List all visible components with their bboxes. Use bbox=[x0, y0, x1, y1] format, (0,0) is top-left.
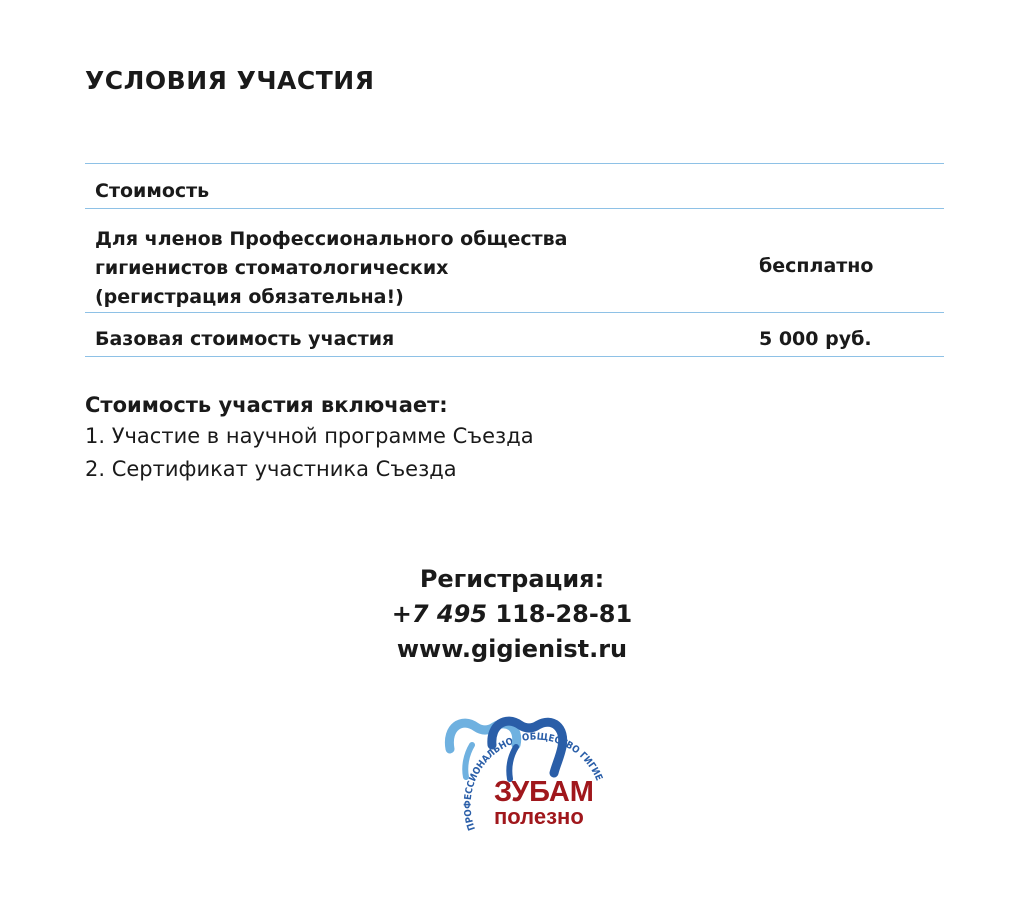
logo-word-bottom: полезно bbox=[494, 804, 584, 829]
table-header-label: Стоимость bbox=[95, 180, 210, 202]
members-label bbox=[95, 225, 568, 312]
table-header-row bbox=[85, 164, 944, 209]
includes-section bbox=[85, 393, 534, 486]
members-label-line: Для членов Профессионального общества bbox=[95, 228, 568, 250]
table-row bbox=[85, 313, 944, 357]
society-logo bbox=[406, 683, 616, 843]
members-label-line: (регистрация обязательна!) bbox=[95, 286, 404, 308]
includes-title: Стоимость участия включает: bbox=[85, 393, 448, 417]
phone-prefix: +7 495 bbox=[391, 600, 488, 628]
page-title: УСЛОВИЯ УЧАСТИЯ bbox=[85, 66, 375, 95]
registration-block bbox=[312, 562, 712, 667]
pricing-table bbox=[85, 163, 944, 357]
table-row bbox=[85, 209, 944, 313]
registration-label: Регистрация: bbox=[419, 565, 605, 593]
base-cost-price: 5 000 руб. bbox=[759, 328, 872, 350]
registration-phone bbox=[312, 597, 712, 632]
logo-graphic bbox=[406, 683, 616, 843]
list-item: 1. Участие в научной программе Съезда bbox=[85, 424, 534, 448]
members-label-line: гигиенистов стоматологических bbox=[95, 257, 449, 279]
base-cost-label: Базовая стоимость участия bbox=[95, 328, 395, 350]
members-price: бесплатно bbox=[759, 255, 874, 277]
logo-word-top: ЗУБАМ bbox=[494, 776, 594, 808]
logo-ring-textpath: ПРОФЕССИОНАЛЬНОЕ ОБЩЕСТВО ГИГИЕ bbox=[462, 731, 605, 832]
registration-website[interactable]: www.gigienist.ru bbox=[396, 635, 628, 663]
list-item: 2. Сертификат участника Съезда bbox=[85, 457, 457, 481]
phone-number: 118-28-81 bbox=[495, 600, 633, 628]
